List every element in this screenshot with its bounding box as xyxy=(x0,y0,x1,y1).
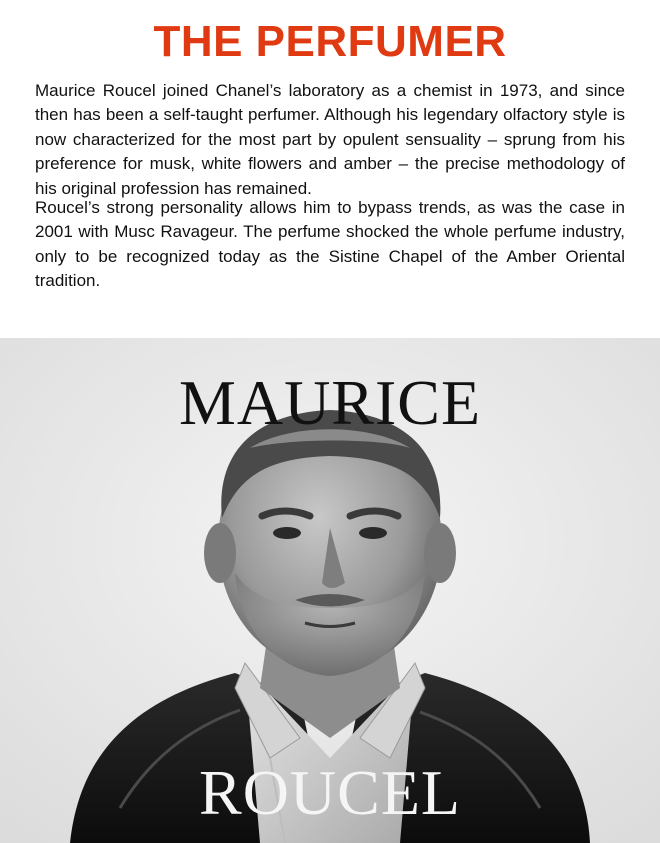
page-title: THE PERFUMER xyxy=(153,17,507,66)
ear-right xyxy=(424,523,456,583)
bio-paragraph-2: Roucel’s strong personality allows him to bypass trends, as was the case in 2001 with Musc Ravageur. The perfume shocked the whole perfume industry, only to be recognized today as the Sistine Chapel of the Amber Oriental tradition. xyxy=(35,198,625,291)
eye-left xyxy=(273,527,301,539)
first-name-heading: MAURICE xyxy=(178,367,482,438)
last-name-heading: ROUCEL xyxy=(199,757,461,828)
eye-right xyxy=(359,527,387,539)
ear-left xyxy=(204,523,236,583)
portrait-photo xyxy=(0,338,660,843)
bio-paragraph-1: Maurice Roucel joined Chanel’s laboratory as a chemist in 1973, and since then has been a self-taught perfumer. Although his legendary olfactory style is now characterized for the most part by opulent sensuality – sprung from his preference for musk, white flowers and amber – the precise methodology of his original profession has remained. xyxy=(35,81,625,198)
intro-section xyxy=(0,0,660,338)
